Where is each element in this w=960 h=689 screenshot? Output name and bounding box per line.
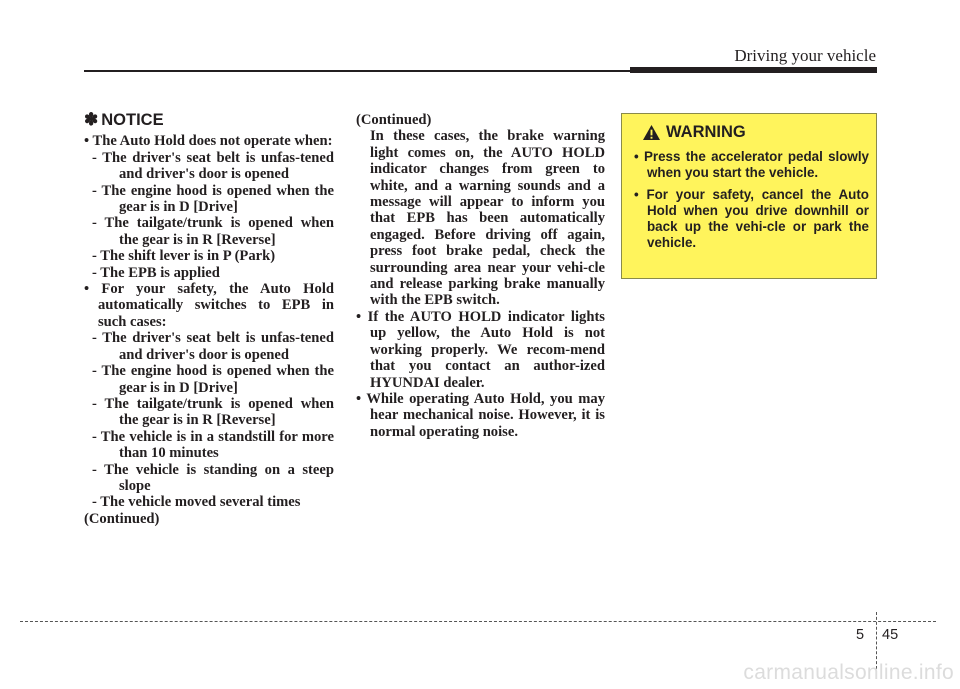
asterisk-notice-icon: ✽: [84, 110, 99, 129]
warning-heading-label: WARNING: [666, 123, 746, 141]
notice-bullet-item: • The Auto Hold does not operate when:: [84, 133, 333, 150]
notice-sub-item: - The vehicle is standing on a steep slope: [92, 461, 334, 494]
warning-triangle-icon: [642, 124, 661, 141]
notice-sub-item: - The engine hood is opened when the gear is in D [Drive]: [92, 363, 334, 396]
watermark: carmanualsonline.info: [743, 661, 954, 684]
notice-sub-item: - The shift lever is in P (Park): [92, 248, 276, 265]
notice-cont-item: In these cases, the brake warning light comes on, the AUTO HOLD indicator changes from green to white, and a warning sounds and a message will appear to inform you that EPB has been automatically engaged. Before driving off again, press foot brake pedal, check the surrounding area near your vehi-cle and release parking brake manually with the EPB switch.: [370, 128, 605, 309]
notice-sub-item: - The driver's seat belt is unfas-tened and driver's door is opened: [92, 330, 334, 363]
notice-column-left: [84, 112, 334, 527]
notice-plain-item: (Continued): [356, 112, 432, 128]
notice-sub-item: - The driver's seat belt is unfas-tened and driver's door is opened: [92, 149, 334, 183]
notice-sub-item: - The engine hood is opened when the gear is in D [Drive]: [92, 182, 334, 216]
notice-sub-item: - The vehicle moved several times: [92, 494, 301, 511]
header-rule-thick: [630, 67, 877, 73]
page-number: 45: [882, 627, 899, 643]
warning-item: • Press the accelerator pedal slowly when you start the vehicle.: [634, 149, 869, 180]
notice-bullet-item: • If the AUTO HOLD indicator lights up yellow, the Auto Hold is not working properly. We recom-mend that you contact an author-ized HYUNDAI dealer.: [356, 308, 605, 391]
notice-right-body: [356, 112, 605, 440]
warning-item: • For your safety, cancel the Auto Hold when you drive downhill or back up the vehi-cle or park the vehicle.: [634, 187, 869, 250]
notice-sub-item: - The vehicle is in a standstill for more than 10 minutes: [92, 428, 334, 462]
warning-box: [621, 113, 877, 279]
page-header-title: Driving your vehicle: [734, 46, 876, 65]
notice-left-body: [84, 133, 334, 527]
notice-bullet-item: • While operating Auto Hold, you may hear mechanical noise. However, it is normal operating noise.: [356, 390, 605, 440]
header-rule: [84, 70, 630, 72]
warning-list: [634, 149, 869, 257]
notice-right-item: (Continued): [84, 510, 160, 527]
notice-bullet-item: • For your safety, the Auto Hold automatically switches to EPB in such cases:: [84, 281, 334, 330]
section-number: 5: [856, 627, 865, 643]
warning-heading: [642, 123, 746, 142]
footer-rule: [20, 621, 936, 622]
notice-heading: [84, 112, 334, 128]
notice-sub-item: - The tailgate/trunk is opened when the gear is in R [Reverse]: [92, 215, 334, 248]
notice-sub-item: - The tailgate/trunk is opened when the gear is in R [Reverse]: [92, 395, 334, 429]
notice-column-right: [356, 112, 605, 440]
notice-sub-item: - The EPB is applied: [92, 264, 220, 281]
notice-heading-label: NOTICE: [101, 111, 164, 129]
